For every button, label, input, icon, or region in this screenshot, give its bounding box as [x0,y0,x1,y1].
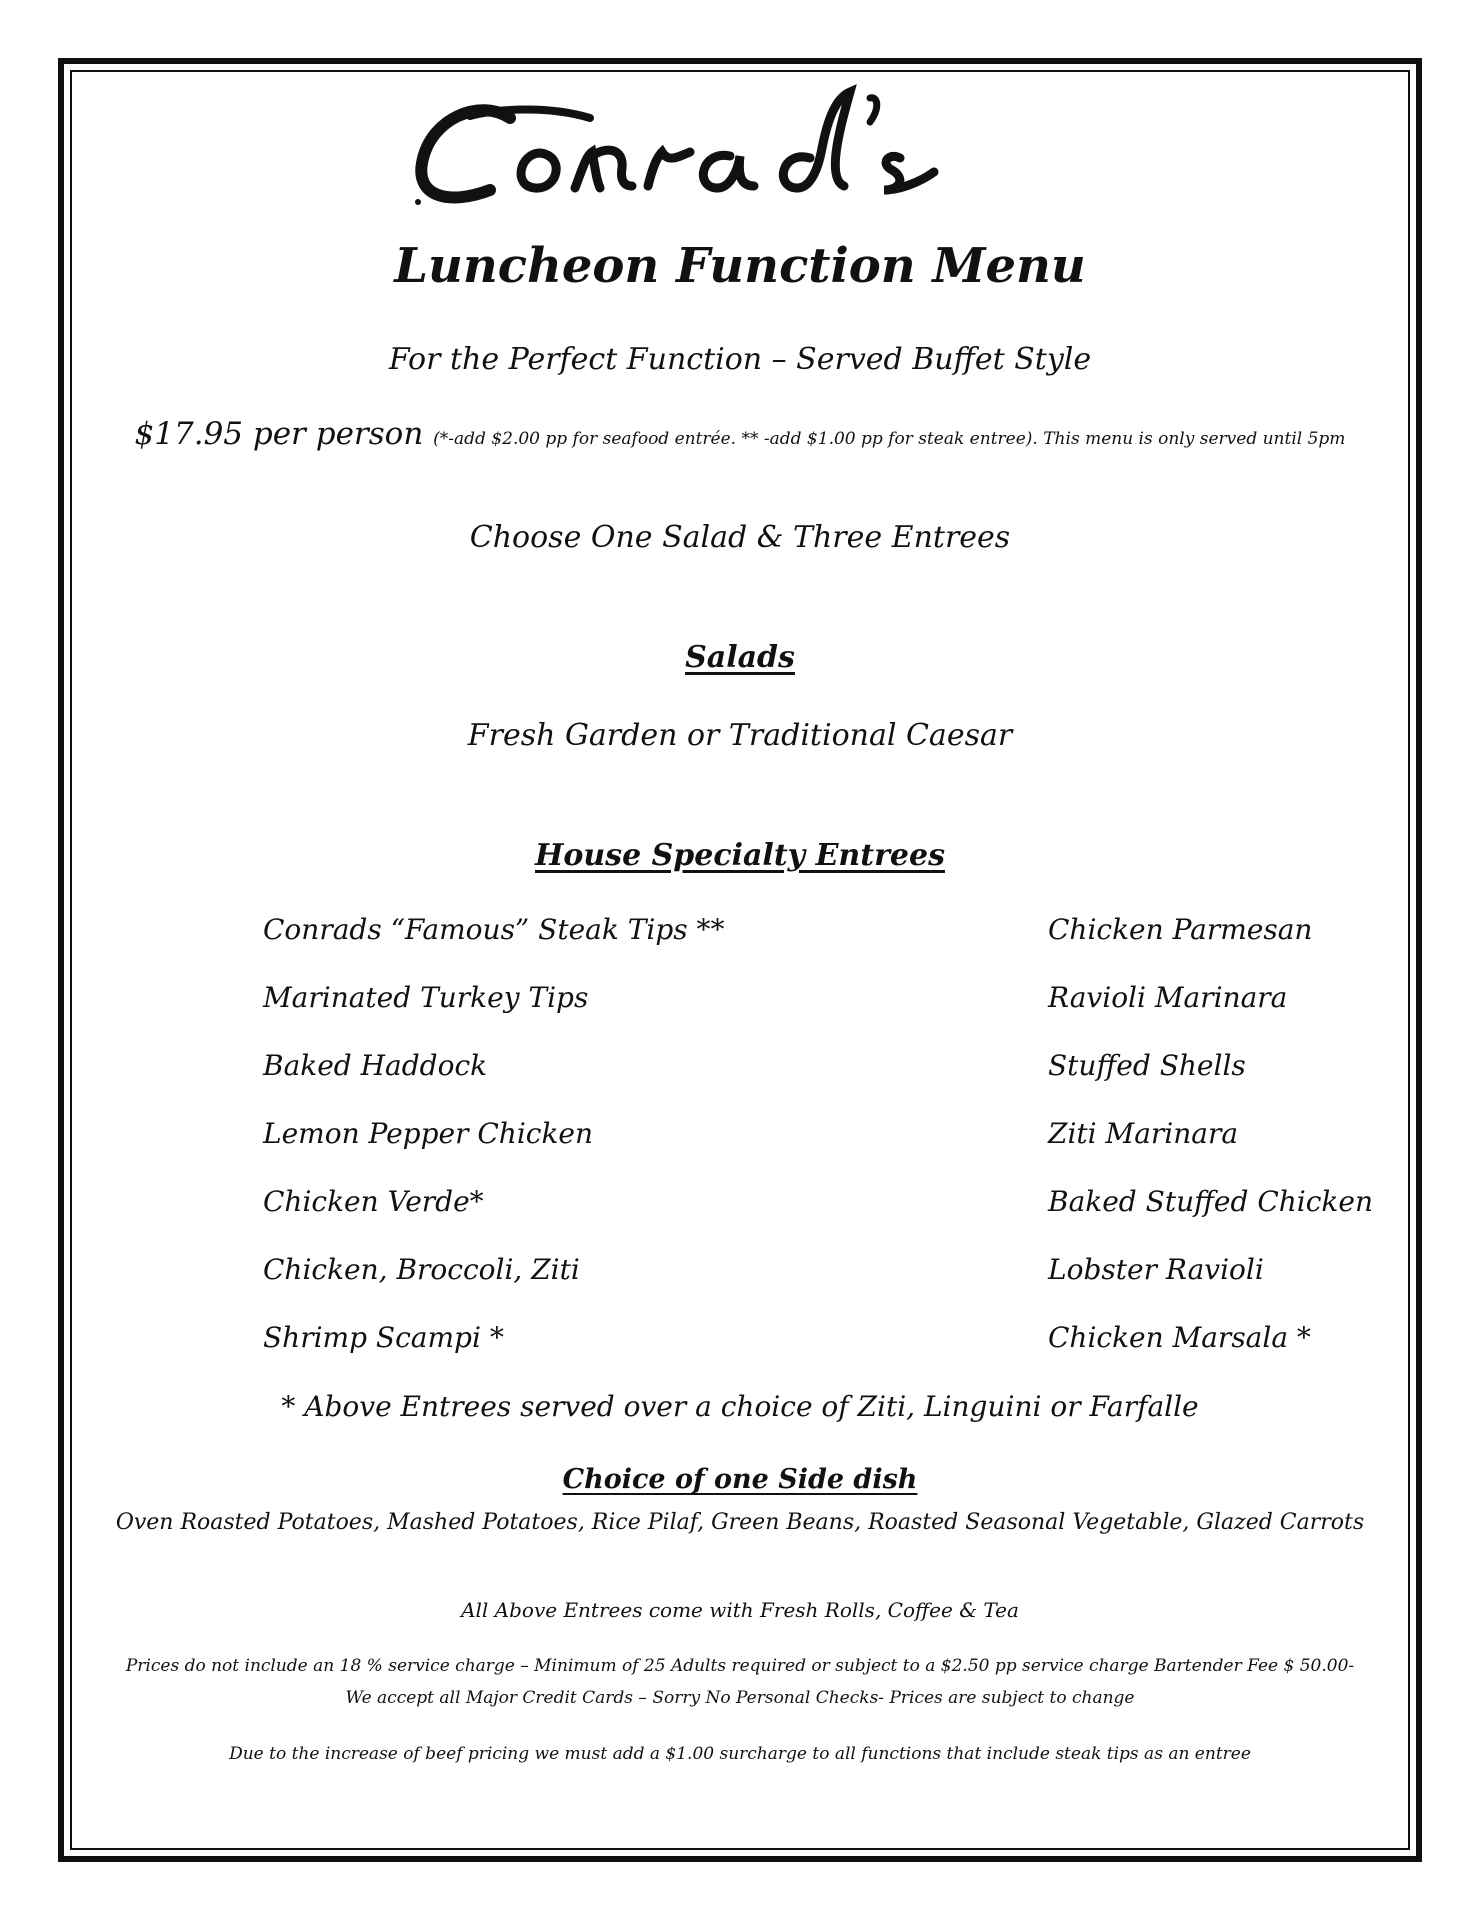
entree-item: Baked Haddock [263,1049,488,1082]
entree-item: Ravioli Marinara [1048,981,1288,1014]
entree-item: Lemon Pepper Chicken [263,1117,594,1150]
entrees-left-column [263,912,725,1388]
entree-item: Lobster Ravioli [1048,1253,1264,1286]
entree-item: Baked Stuffed Chicken [1048,1185,1373,1218]
pasta-choice-note: * Above Entrees served over a choice of Ziti, Linguini or Farfalle [281,1390,1199,1423]
script-logo-image [400,78,1080,218]
rolls-coffee-note: All Above Entrees come with Fresh Rolls, Coffee & Tea [461,1598,1019,1622]
entree-item: Chicken Verde* [263,1185,484,1218]
entree-item: Shrimp Scampi * [263,1321,504,1354]
side-dish-heading: Choice of one Side dish [562,1464,918,1495]
choose-instruction: Choose One Salad & Three Entrees [469,520,1011,555]
entree-item: Chicken Marsala * [1048,1321,1311,1354]
payment-note: We accept all Major Credit Cards – Sorry No Personal Checks- Prices are subject to change [345,1688,1135,1708]
entree-item: Marinated Turkey Tips [263,981,589,1014]
service-charge-note: Prices do not include an 18 % service charge – Minimum of 25 Adults required or subject to a $2.50 pp service charge Bartender Fee $ 50.00- [125,1656,1355,1676]
salads-heading: Salads [685,640,795,675]
entree-item: Ziti Marinara [1048,1117,1239,1150]
conrads-logo [70,78,1410,218]
price-line [70,416,1410,452]
menu-title: Luncheon Function Menu [394,238,1086,294]
entree-item: Chicken, Broccoli, Ziti [263,1253,580,1286]
entrees-right-column [1048,912,1373,1388]
price-note: (*-add $2.00 pp for seafood entrée. ** -add $1.00 pp for steak entree). This menu is only served until 5pm [433,429,1346,449]
side-dish-list: Oven Roasted Potatoes, Mashed Potatoes, Rice Pilaf, Green Beans, Roasted Seasonal Vegetable, Glazed Carrots [115,1510,1365,1535]
entree-item: Chicken Parmesan [1048,913,1313,946]
salads-options: Fresh Garden or Traditional Caesar [467,718,1013,753]
menu-subtitle: For the Perfect Function – Served Buffet Style [388,342,1092,377]
entree-item: Stuffed Shells [1048,1049,1246,1082]
beef-surcharge-note: Due to the increase of beef pricing we must add a $1.00 surcharge to all functions that include steak tips as an entree [229,1744,1251,1764]
entrees-heading: House Specialty Entrees [535,838,945,873]
entree-item: Conrads “Famous” Steak Tips ** [263,913,725,946]
price-per-person: $17.95 per person [134,416,424,452]
